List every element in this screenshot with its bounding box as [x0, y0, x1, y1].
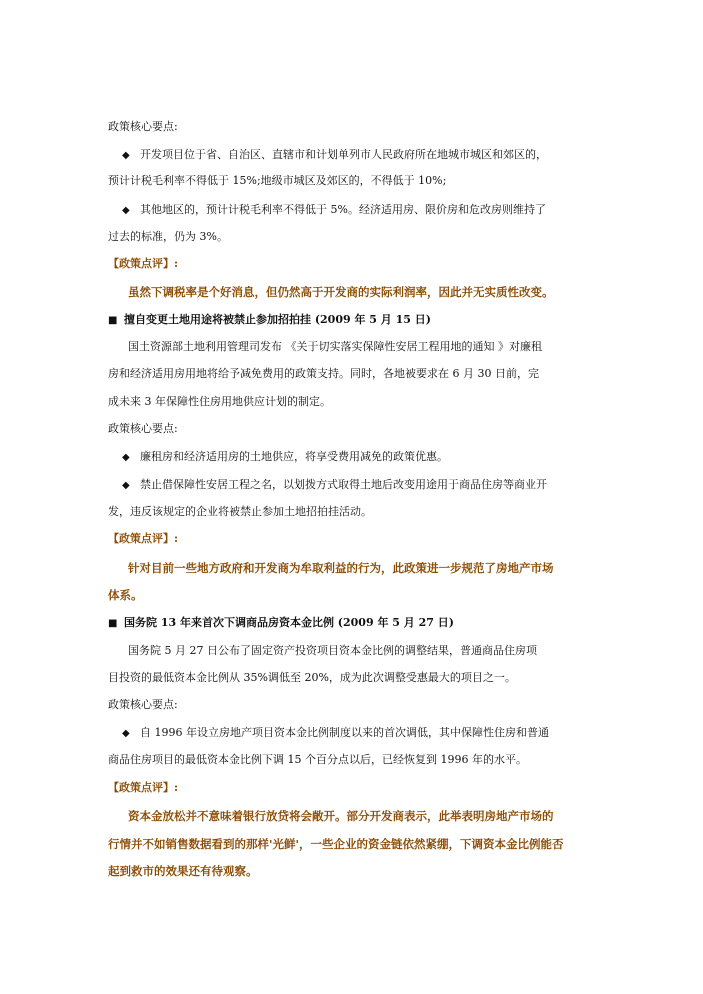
bullet-item [122, 449, 448, 466]
comment-text: 起到救市的效果还有待观察。 [108, 864, 258, 878]
core-points-label: 政策核心要点: [108, 120, 178, 133]
bullet-text: 自 1996 年设立房地产项目资本金比例制度以来的首次调低，其中保障性住房和普通 [140, 726, 549, 739]
bullet-continuation: 过去的标准，仍为 3%。 [108, 230, 228, 243]
paragraph-line: 国务院 5 月 27 日公布了固定资产投资项目资本金比例的调整结果，普通商品住房项 [128, 644, 537, 657]
comment-label: 【政策点评】: [108, 781, 179, 794]
bullet-continuation: 商品住房项目的最低资本金比例下调 15 个百分点以后，已经恢复到 1996 年的水平。 [108, 753, 527, 766]
bullet-item [122, 202, 546, 219]
comment-text: 体系。 [108, 588, 143, 602]
bullet-text: 开发项目位于省、自治区、直辖市和计划单列市人民政府所在地城市城区和郊区的， [140, 148, 547, 161]
bullet-item [122, 477, 547, 494]
section-title: 国务院 13 年来首次下调商品房资本金比例 (2009 年 5 月 27 日) [124, 616, 454, 629]
diamond-bullet-icon: ◆ [122, 728, 130, 739]
bullet-item [122, 147, 547, 164]
square-bullet-icon: ■ [108, 315, 118, 326]
diamond-bullet-icon: ◆ [122, 480, 130, 491]
comment-text: 资本金放松并不意味着银行放贷将会敞开。部分开发商表示，此举表明房地产市场的 [128, 809, 554, 823]
diamond-bullet-icon: ◆ [122, 150, 130, 161]
diamond-bullet-icon: ◆ [122, 452, 130, 463]
comment-label: 【政策点评】: [108, 257, 179, 270]
paragraph-line: 成未来 3 年保障性住房用地供应计划的制定。 [108, 395, 331, 408]
section-heading [108, 615, 454, 632]
comment-text: 虽然下调税率是个好消息，但仍然高于开发商的实际利润率，因此并无实质性改变。 [128, 285, 554, 299]
bullet-text: 禁止借保障性安居工程之名，以划拨方式取得土地后改变用途用于商品住房等商业开 [140, 478, 547, 491]
bullet-text: 其他地区的，预计计税毛利率不得低于 5%。经济适用房、限价房和危改房则维持了 [140, 203, 546, 216]
section-heading [108, 312, 431, 329]
bullet-continuation: 发，违反该规定的企业将被禁止参加土地招拍挂活动。 [108, 505, 372, 518]
paragraph-line: 国土资源部土地利用管理司发布 《关于切实落实保障性安居工程用地的通知 》对廉租 [128, 340, 542, 353]
bullet-continuation: 预计计税毛利率不得低于 15%;地级市城区及郊区的，不得低于 10%; [108, 174, 447, 187]
diamond-bullet-icon: ◆ [122, 205, 130, 216]
paragraph-line: 目投资的最低资本金比例从 35%调低至 20%，成为此次调整受惠最大的项目之一。 [108, 671, 516, 684]
section-title: 擅自变更土地用途将被禁止参加招拍挂 (2009 年 5 月 15 日) [124, 313, 431, 326]
bullet-item [122, 725, 549, 742]
paragraph-line: 房和经济适用房用地将给予减免费用的政策支持。同时，各地被要求在 6 月 30 日前，完 [108, 367, 539, 380]
core-points-label: 政策核心要点: [108, 698, 178, 711]
comment-label: 【政策点评】: [108, 532, 179, 545]
square-bullet-icon: ■ [108, 618, 118, 629]
core-points-label: 政策核心要点: [108, 422, 178, 435]
bullet-text: 廉租房和经济适用房的土地供应，将享受费用减免的政策优惠。 [140, 450, 448, 463]
comment-text: 行情并不如销售数据看到的那样'光鲜'，一些企业的资金链依然紧绷，下调资本金比例能否 [108, 837, 564, 851]
comment-text: 针对目前一些地方政府和开发商为牟取利益的行为，此政策进一步规范了房地产市场 [128, 561, 554, 575]
